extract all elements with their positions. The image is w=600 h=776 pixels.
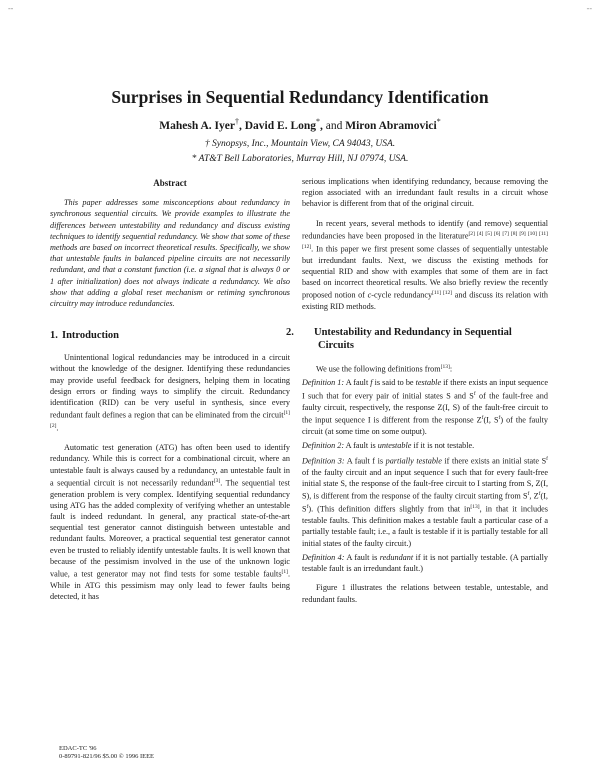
author-name: Miron Abramovici [345, 119, 437, 132]
author-list: Mahesh A. Iyer†, David E. Long*, and Miron Abramovici* [159, 117, 441, 132]
corner-mark-left: -- [8, 4, 14, 13]
author-mark: * [316, 117, 321, 126]
paper-title: Surprises in Sequential Redundancy Identification [111, 87, 489, 107]
citation: [3] [213, 477, 221, 484]
section-number: 1. [50, 330, 58, 342]
corner-mark-right: -- [586, 4, 592, 13]
left-column [50, 178, 290, 602]
definition: Definition 1: A fault f is said to be testable if there exists an input sequence I such that for every pair of initial states S and $S^f$ of the fault-free and faulty circuit, respectively, the response Z(I, S) of the fault-free circuit to the input sequence I is different from the response $Z^f(I$, $S^f$) of the faulty circuit (at some time on some output). [302, 378, 549, 436]
section-heading [50, 329, 290, 342]
author-conjunction: and [325, 119, 343, 132]
body-paragraph: serious implications when identifying redundancy, because removing the region associated with an irredundant fault results in a circuit whose behavior is different from that of the original circuit. [302, 177, 548, 209]
footer-copyright: 0-89791-821/96 $5.00 © 1996 IEEE [59, 753, 155, 760]
definition: Definition 2: A fault is untestable if it is not testable. [302, 440, 475, 450]
definition: Definition 4: A fault is redundant if it is not partially testable. (A partially testable fault is an irredundant fault.) [302, 552, 548, 574]
footer-venue: EDAC-TC '96 [59, 745, 97, 752]
section-title: Introduction [62, 330, 119, 342]
intro-paragraph: Automatic test generation (ATG) has often been used to identify redundancy. While this is correct for a combinational circuit, where an untestable fault is always caused by a redundancy, an untestable fault in a sequential circuit is not necessarily redundant[3]. The sequential test generation problem is very complex. Identifying sequential redundancy using ATG has the added complexity of verifying whether an untestable fault is indeed redundant. In general, any practical state-of-the-art sequential test generator cannot distinguish between untestable and redundant faults. Moreover, a practical sequential test generator cannot even be trusted to reliably identify untestable faults. It is well known that because of the pessimism involved in the use of the unknown logic value, a test generator may not find tests for some testable faults[1]. While in ATG this pessimism may only lead to fewer faults being detected, it has [50, 443, 290, 602]
body-paragraph: Figure 1 illustrates the relations between testable, untestable, and redundant faults. [302, 583, 548, 604]
abstract-text: This paper addresses some misconceptions about redundancy in synchronous sequential circuits. We provide examples to illustrate the differences between untestability and redundancy and discuss existing techniques to identify sequential redundancy. We show that some of these methods are based on incorrect theoretical results. Specifically, we show that untestable faults in balanced pipeline circuits are not necessarily redundant, and that a constant function (i.e. a signal that is always 0 or 1 after initialization) does not always indicate a redundancy. We also show that adding a global reset mechanism or retiming synchronous circuitry may introduce redundancies. [50, 198, 290, 309]
author-name: David E. Long [244, 119, 317, 132]
body-paragraph: We use the following definitions from[13]: [316, 364, 453, 375]
author-name: Mahesh A. Iyer [159, 119, 235, 132]
affiliation: * AT&T Bell Laboratories, Murray Hill, NJ 07974, USA. [191, 154, 409, 164]
abstract-heading: Abstract [153, 178, 187, 188]
citation: [13] [440, 364, 450, 371]
section-heading [286, 326, 548, 352]
right-column [286, 176, 549, 605]
affiliation: † Synopsys, Inc., Mountain View, CA 94043, USA. [204, 139, 396, 149]
citation: [13] [470, 504, 480, 511]
footer [59, 745, 154, 761]
body-paragraph: In recent years, several methods to identify (and remove) sequential redundancies have been proposed in the literature[2] [4] [5] [6] [7] [8] [9] [10] [11] [12]. In this paper we first present some classes of sequentially untestable but irredundant faults. Next, we discuss the existing methods for sequential RID and show with examples that some of them are in fact based on incorrect theoretical results. We also briefly review the recently proposed notion of c-cycle redundancy[11] [12] and discuss its relation with existing RID methods. [302, 218, 549, 312]
intro-paragraph: Unintentional logical redundancies may be introduced in a circuit without the knowledge of the designer. Identifying these redundancies may provide useful feedback for designers, helping them in locating design errors or finding ways to simplify the circuit. Redundancy identification (RID) can be very useful in synthesis, since every redundant fault defines a region that can be eliminated from the circuit[1] [2]. [50, 353, 290, 433]
citation: [2] [4] [5] [6] [7] [8] [9] [10] [11] [12] [302, 230, 549, 250]
section-number: 2. [286, 327, 294, 339]
citation: [1] [281, 569, 288, 576]
author-mark: * [436, 117, 441, 126]
citation: [1] [2] [50, 410, 290, 430]
section-title: Untestability and Redundancy in Sequential Circuits [314, 327, 512, 352]
author-mark: † [235, 117, 239, 126]
definition: Definition 3: A fault f is partially testable if there exists an initial state $S^f$ of the faulty circuit and an input sequence I such that for every fault-free initial state S, the response of the fault-free circuit to I starting from S, Z(I, S), is different from the response of the faulty circuit starting from $S^f$, $Z^f(I$, $S^f$). (This definition differs slightly from that in[13], in that it includes testable faults. This definition makes a testable fault a particular case of a partially testable fault; i.e., a fault is testable if it is partially testable for all initial states of the faulty circuit.) [302, 456, 549, 548]
citation: [11] [12] [432, 290, 453, 297]
